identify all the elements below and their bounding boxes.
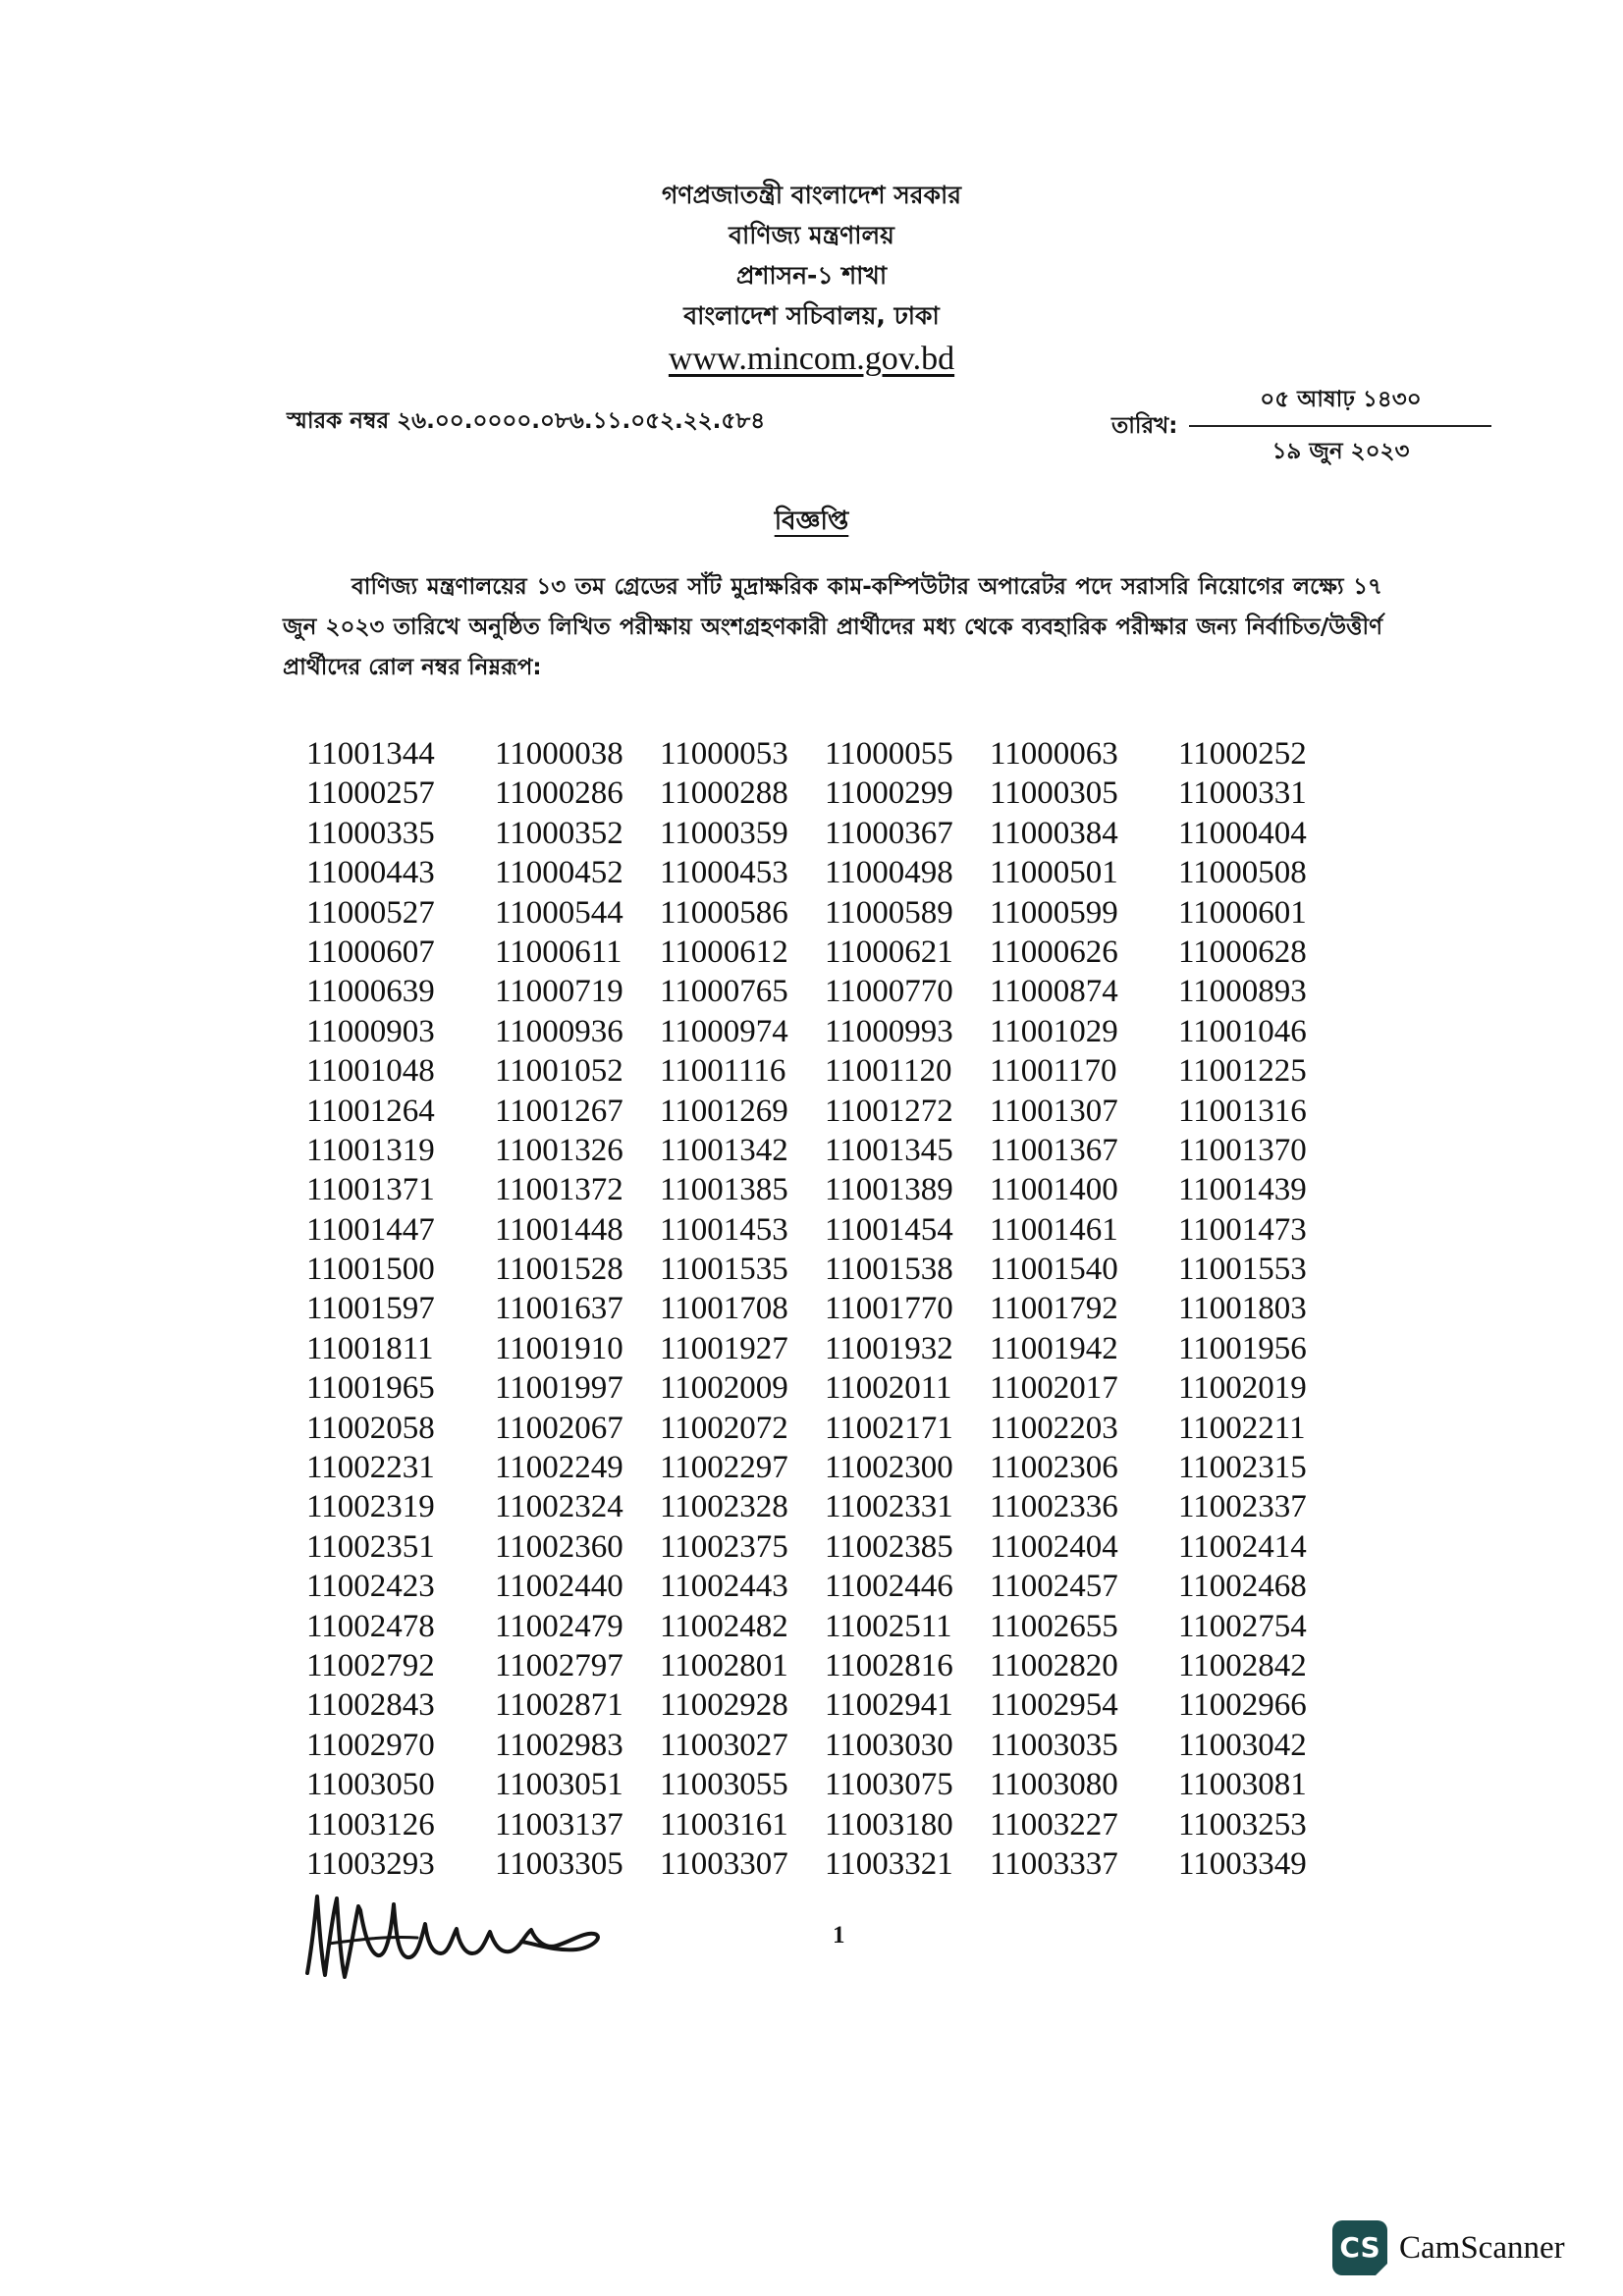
roll-number: 11001367	[990, 1132, 1118, 1168]
roll-row	[306, 1726, 1327, 1765]
roll-number: 11000527	[306, 894, 435, 931]
roll-number: 11000601	[1178, 894, 1307, 931]
roll-number: 11001540	[990, 1252, 1118, 1288]
roll-number: 11001307	[990, 1093, 1118, 1129]
roll-number: 11000508	[1178, 855, 1307, 891]
camscanner-brand: CamScanner	[1399, 2229, 1565, 2266]
roll-number: 11002457	[990, 1569, 1118, 1605]
roll-number: 11000544	[495, 894, 623, 931]
roll-number: 11003051	[495, 1767, 623, 1803]
roll-number: 11002482	[660, 1608, 788, 1644]
roll-number: 11001447	[306, 1211, 435, 1248]
branch-name: প্রশাসন-১ শাখা	[735, 261, 888, 290]
roll-row	[306, 1765, 1327, 1804]
roll-number: 11003137	[495, 1806, 623, 1842]
roll-number: 11000612	[660, 934, 788, 970]
roll-number: 11002816	[825, 1647, 953, 1683]
roll-number: 11002058	[306, 1410, 435, 1446]
roll-number: 11000252	[1178, 736, 1307, 772]
roll-row	[306, 1092, 1327, 1131]
roll-number: 11000586	[660, 894, 788, 931]
roll-number: 11001927	[660, 1330, 788, 1366]
roll-number: 11002792	[306, 1647, 435, 1683]
roll-number: 11000452	[495, 855, 623, 891]
roll-row	[306, 972, 1327, 1011]
roll-row	[306, 1646, 1327, 1685]
roll-number: 11002423	[306, 1569, 435, 1605]
roll-number: 11001267	[495, 1093, 623, 1129]
roll-number: 11002871	[495, 1687, 623, 1724]
roll-row	[306, 1567, 1327, 1606]
roll-number: 11002319	[306, 1489, 435, 1525]
roll-number: 11002479	[495, 1608, 623, 1644]
roll-number: 11000367	[825, 815, 953, 851]
roll-number: 11000331	[1178, 775, 1307, 812]
roll-number: 11000257	[306, 775, 435, 812]
roll-number: 11001528	[495, 1252, 623, 1288]
roll-number: 11001370	[1178, 1132, 1307, 1168]
roll-number: 11002941	[825, 1687, 953, 1724]
roll-number: 11002754	[1178, 1608, 1307, 1644]
roll-number: 11002468	[1178, 1569, 1307, 1605]
roll-number: 11000974	[660, 1013, 788, 1049]
roll-number: 11002511	[825, 1608, 952, 1644]
roll-number: 11000893	[1178, 974, 1307, 1010]
roll-number: 11001932	[825, 1330, 953, 1366]
roll-number: 11000335	[306, 815, 435, 851]
roll-number: 11000589	[825, 894, 953, 931]
roll-number: 11002067	[495, 1410, 623, 1446]
roll-number: 11002443	[660, 1569, 788, 1605]
date-gregorian: ১৯ জুন ২০২৩	[1271, 439, 1410, 464]
roll-number: 11002017	[990, 1370, 1118, 1407]
camscanner-logo-icon: CS	[1332, 2220, 1387, 2275]
roll-number: 11001448	[495, 1211, 623, 1248]
roll-number: 11000607	[306, 934, 435, 970]
roll-number: 11002954	[990, 1687, 1118, 1724]
roll-number: 11001326	[495, 1132, 623, 1168]
roll-row	[306, 734, 1327, 774]
roll-number: 11001342	[660, 1132, 788, 1168]
date-label: তারিখ:	[1111, 412, 1178, 439]
roll-number: 11001029	[990, 1013, 1118, 1049]
roll-number: 11003180	[825, 1806, 953, 1842]
roll-number: 11002478	[306, 1608, 435, 1644]
roll-number: 11000599	[990, 894, 1118, 931]
roll-row	[306, 814, 1327, 853]
roll-number: 11002011	[825, 1370, 952, 1407]
roll-number: 11002801	[660, 1647, 788, 1683]
roll-row	[306, 893, 1327, 933]
roll-number: 11003030	[825, 1727, 953, 1763]
signature	[299, 1885, 623, 1993]
date-bangla-calendar: ০৫ আষাঢ় ১৪৩০	[1189, 381, 1491, 427]
roll-number: 11002019	[1178, 1370, 1307, 1407]
roll-number: 11002928	[660, 1687, 788, 1724]
roll-row	[306, 1487, 1327, 1526]
roll-number: 11001770	[825, 1291, 953, 1327]
roll-number: 11001535	[660, 1252, 788, 1288]
roll-number: 11002385	[825, 1528, 953, 1565]
roll-number: 11001372	[495, 1172, 623, 1208]
roll-number: 11003075	[825, 1767, 953, 1803]
roll-number: 11000055	[825, 736, 953, 772]
roll-number: 11002072	[660, 1410, 788, 1446]
roll-number: 11001264	[306, 1093, 435, 1129]
roll-number: 11001956	[1178, 1330, 1307, 1366]
notice-title: বিজ্ঞপ্তি	[774, 507, 849, 536]
roll-number: 11003161	[660, 1806, 788, 1842]
roll-number: 11000770	[825, 974, 953, 1010]
roll-number: 11003321	[825, 1845, 953, 1882]
roll-number: 11001316	[1178, 1093, 1307, 1129]
roll-row	[306, 1607, 1327, 1646]
roll-number: 11000719	[495, 974, 623, 1010]
roll-number: 11001461	[990, 1211, 1118, 1248]
roll-number: 11000611	[495, 934, 622, 970]
roll-number: 11003307	[660, 1845, 788, 1882]
roll-number: 11002414	[1178, 1528, 1307, 1565]
memo-number: স্মারক নম্বর ২৬.০০.০০০০.০৮৬.১১.০৫২.২২.৫৮৪	[287, 408, 766, 434]
roll-number: 11003126	[306, 1806, 435, 1842]
roll-number: 11001046	[1178, 1013, 1307, 1049]
roll-number: 11001811	[306, 1330, 434, 1366]
roll-row	[306, 853, 1327, 892]
roll-number: 11001708	[660, 1291, 788, 1327]
website-link[interactable]: www.mincom.gov.bd	[668, 341, 955, 377]
roll-row	[306, 1210, 1327, 1250]
roll-number: 11000639	[306, 974, 435, 1010]
government-name: গণপ্রজাতন্ত্রী বাংলাদেশ সরকার	[662, 181, 961, 209]
roll-number: 11003055	[660, 1767, 788, 1803]
roll-number: 11001439	[1178, 1172, 1307, 1208]
roll-number: 11000621	[825, 934, 953, 970]
roll-row	[306, 1329, 1327, 1368]
roll-number: 11000286	[495, 775, 623, 812]
roll-number: 11003227	[990, 1806, 1118, 1842]
roll-number: 11001453	[660, 1211, 788, 1248]
roll-number: 11002171	[825, 1410, 953, 1446]
roll-number: 11000626	[990, 934, 1118, 970]
roll-number: 11002351	[306, 1528, 435, 1565]
roll-number: 11002203	[990, 1410, 1118, 1446]
roll-number: 11001454	[825, 1211, 953, 1248]
roll-number: 11003042	[1178, 1727, 1307, 1763]
roll-number: 11001400	[990, 1172, 1118, 1208]
roll-number: 11002970	[306, 1727, 435, 1763]
roll-number: 11000936	[495, 1013, 623, 1049]
roll-number: 11002440	[495, 1569, 623, 1605]
roll-number: 11001942	[990, 1330, 1118, 1366]
roll-number: 11002360	[495, 1528, 623, 1565]
page-number: 1	[833, 1922, 845, 1949]
roll-number: 11000765	[660, 974, 788, 1010]
roll-number: 11002655	[990, 1608, 1118, 1644]
roll-number: 11002211	[1178, 1410, 1306, 1446]
roll-number: 11001269	[660, 1093, 788, 1129]
roll-number: 11002009	[660, 1370, 788, 1407]
roll-row	[306, 1409, 1327, 1448]
letterhead	[0, 175, 1623, 381]
roll-number: 11003080	[990, 1767, 1118, 1803]
roll-number: 11001597	[306, 1291, 435, 1327]
roll-number: 11003027	[660, 1727, 788, 1763]
roll-number: 11002315	[1178, 1450, 1307, 1486]
roll-number: 11002820	[990, 1647, 1118, 1683]
roll-number: 11000352	[495, 815, 623, 851]
roll-number: 11002249	[495, 1450, 623, 1486]
roll-number: 11002446	[825, 1569, 953, 1605]
roll-number: 11000299	[825, 775, 953, 812]
roll-row	[306, 933, 1327, 972]
roll-number: 11002842	[1178, 1647, 1307, 1683]
roll-number: 11001997	[495, 1370, 623, 1407]
roll-number: 11001473	[1178, 1211, 1307, 1248]
roll-number: 11002337	[1178, 1489, 1307, 1525]
roll-number: 11000305	[990, 775, 1118, 812]
roll-row	[306, 1051, 1327, 1091]
roll-number: 11000359	[660, 815, 788, 851]
date-block	[1111, 381, 1491, 471]
roll-number: 11000993	[825, 1013, 953, 1049]
roll-number: 11000501	[990, 855, 1118, 891]
roll-number: 11002843	[306, 1687, 435, 1724]
roll-number: 11001120	[825, 1053, 952, 1090]
roll-number: 11000628	[1178, 934, 1307, 970]
roll-number: 11002324	[495, 1489, 623, 1525]
roll-number: 11002297	[660, 1450, 788, 1486]
roll-number: 11001345	[825, 1132, 953, 1168]
roll-number: 11002328	[660, 1489, 788, 1525]
roll-row	[306, 1448, 1327, 1487]
roll-number: 11001553	[1178, 1252, 1307, 1288]
roll-row	[306, 1805, 1327, 1844]
roll-number: 11001500	[306, 1252, 435, 1288]
roll-number: 11002983	[495, 1727, 623, 1763]
roll-number: 11000874	[990, 974, 1118, 1010]
roll-number: 11003305	[495, 1845, 623, 1882]
roll-number: 11000453	[660, 855, 788, 891]
roll-number: 11002331	[825, 1489, 953, 1525]
roll-number: 11001052	[495, 1053, 623, 1090]
roll-number: 11001389	[825, 1172, 953, 1208]
roll-number: 11000038	[495, 736, 623, 772]
roll-number: 11000053	[660, 736, 788, 772]
roll-number-table	[306, 734, 1327, 1884]
notice-body: বাণিজ্য মন্ত্রণালয়ের ১৩ তম গ্রেডের সাঁট মুদ্রাক্ষরিক কাম-কম্পিউটার অপারেটর পদে সরাসরি নিয়োগের লক্ষ্যে ১৭ জুন ২০২৩ তারিখে অনুষ্ঠিত লিখিত পরীক্ষায় অংশগ্রহণকারী প্রার্থীদের মধ্য থেকে ব্যবহারিক পরীক্ষার জন্য নির্বাচিত/উত্তীর্ণ প্রার্থীদের রোল নম্বর নিম্নরূপ:	[283, 574, 1382, 680]
roll-number: 11001910	[495, 1330, 623, 1366]
roll-number: 11001385	[660, 1172, 788, 1208]
ministry-name: বাণিজ্য মন্ত্রণালয়	[729, 221, 894, 249]
roll-number: 11002966	[1178, 1687, 1307, 1724]
roll-row	[306, 1289, 1327, 1328]
roll-number: 11000903	[306, 1013, 435, 1049]
roll-number: 11002306	[990, 1450, 1118, 1486]
roll-number: 11001048	[306, 1053, 435, 1090]
roll-number: 11000384	[990, 815, 1118, 851]
roll-number: 11002375	[660, 1528, 788, 1565]
roll-number: 11003337	[990, 1845, 1118, 1882]
roll-number: 11002797	[495, 1647, 623, 1683]
roll-number: 11001965	[306, 1370, 435, 1407]
roll-number: 11001371	[306, 1172, 435, 1208]
roll-number: 11001319	[306, 1132, 435, 1168]
roll-row	[306, 1844, 1327, 1884]
roll-number: 11000404	[1178, 815, 1307, 851]
roll-number: 11003081	[1178, 1767, 1307, 1803]
roll-number: 11003035	[990, 1727, 1118, 1763]
office-address: বাংলাদেশ সচিবালয়, ঢাকা	[683, 301, 940, 330]
roll-row	[306, 1527, 1327, 1567]
roll-number: 11000443	[306, 855, 435, 891]
notice-title-wrapper	[0, 501, 1623, 544]
roll-number: 11001792	[990, 1291, 1118, 1327]
roll-number: 11002404	[990, 1528, 1118, 1565]
roll-number: 11001637	[495, 1291, 623, 1327]
roll-number: 11001116	[660, 1053, 786, 1090]
roll-row	[306, 1170, 1327, 1209]
roll-number: 11000063	[990, 736, 1118, 772]
roll-row	[306, 1250, 1327, 1289]
website	[0, 338, 1623, 381]
roll-row	[306, 1368, 1327, 1408]
roll-number: 11001272	[825, 1093, 953, 1129]
roll-row	[306, 1685, 1327, 1725]
roll-row	[306, 1131, 1327, 1170]
roll-number: 11000288	[660, 775, 788, 812]
roll-number: 11003349	[1178, 1845, 1307, 1882]
roll-number: 11002336	[990, 1489, 1118, 1525]
roll-number: 11002300	[825, 1450, 953, 1486]
roll-number: 11001225	[1178, 1053, 1307, 1090]
roll-number: 11001538	[825, 1252, 953, 1288]
roll-row	[306, 774, 1327, 813]
roll-number: 11001803	[1178, 1291, 1307, 1327]
roll-number: 11003253	[1178, 1806, 1307, 1842]
roll-number: 11003050	[306, 1767, 435, 1803]
roll-row	[306, 1012, 1327, 1051]
roll-number: 11001344	[306, 736, 435, 772]
roll-number: 11003293	[306, 1845, 435, 1882]
date-stack	[1189, 381, 1491, 471]
roll-number: 11000498	[825, 855, 953, 891]
camscanner-watermark	[1332, 2220, 1565, 2275]
roll-number: 11001170	[990, 1053, 1117, 1090]
roll-number: 11002231	[306, 1450, 435, 1486]
